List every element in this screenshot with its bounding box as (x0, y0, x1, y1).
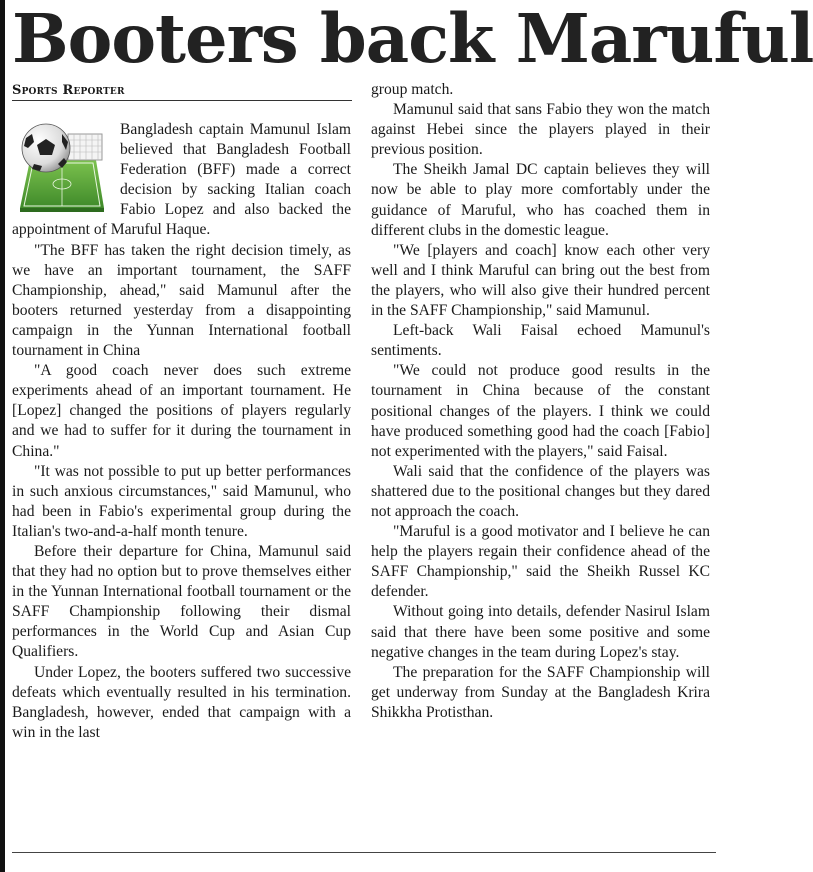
paragraph: Left-back Wali Faisal echoed Mamunul's sentiments. (371, 322, 710, 360)
article-column-right (371, 80, 710, 723)
paragraph: Bangladesh captain Mamunul Islam believed that Bangladesh Football Federation (BFF) made a correct decision by sacking Italian coach Fabio Lopez and also backed the appointment of Maruful Haque. (12, 121, 351, 239)
footer-rule (12, 852, 716, 853)
byline: Sports Reporter (12, 83, 352, 101)
paragraph: "We could not produce good results in the tournament in China because of the constant positional changes of the players. I think we could have produced something good had the coach [Fabio] not experimented with the players," said Faisal. (371, 362, 710, 460)
article-column-left (12, 120, 351, 743)
paragraph: Without going into details, defender Nasirul Islam said that there have been some positive and some negative changes in the team during Lopez's stay. (371, 603, 710, 661)
paragraph: "A good coach never does such extreme experiments ahead of an important tournament. He [Lopez] changed the positions of players regularly and we had to suffer for it during the tournament in China." (12, 362, 351, 460)
paragraph: "It was not possible to put up better performances in such anxious circumstances," said Mamunul, who had been in Fabio's experimental group during the Italian's two-and-a-half month tenure. (12, 462, 351, 540)
football-pitch-icon (12, 120, 112, 214)
left-column-rule (0, 0, 5, 872)
paragraph: Under Lopez, the booters suffered two successive defeats which eventually resulted in his termination. Bangladesh, however, ended that campaign with a win in the last (12, 663, 351, 741)
paragraph: Before their departure for China, Mamunul said that they had no option but to prove themselves either in the Yunnan International football tournament or the SAFF Championship following their dismal performances in the World Cup and Asian Cup Qualifiers. (12, 542, 351, 661)
paragraph: group match. (371, 81, 454, 98)
paragraph: The preparation for the SAFF Championship will get underway from Sunday at the Bangladesh Krira Shikkha Protisthan. (371, 663, 710, 721)
paragraph: "We [players and coach] know each other very well and I think Maruful can bring out the best from the players, who will also give their hundred percent in the SAFF Championship," said Mamunul. (371, 241, 710, 320)
paragraph: Mamunul said that sans Fabio they won the match against Hebei since the players played in their previous position. (371, 101, 710, 159)
paragraph: "The BFF has taken the right decision timely, as we have an important tournament, the SAFF Championship, ahead," said Mamunul after the booters returned yesterday from a disappointing campaign in the Yunnan International football tournament in China (12, 241, 351, 360)
paragraph: Wali said that the confidence of the players was shattered due to the positional changes but they dared not approach the coach. (371, 462, 710, 520)
paragraph: The Sheikh Jamal DC captain believes they will now be able to play more comfortably under the guidance of Maruful, who has coached them in different clubs in the domestic league. (371, 161, 710, 239)
headline: Booters back Maruful (12, 0, 813, 78)
paragraph: "Maruful is a good motivator and I believe he can help the players regain their confidence ahead of the SAFF Championship," said the Sheikh Russel KC defender. (371, 523, 710, 601)
